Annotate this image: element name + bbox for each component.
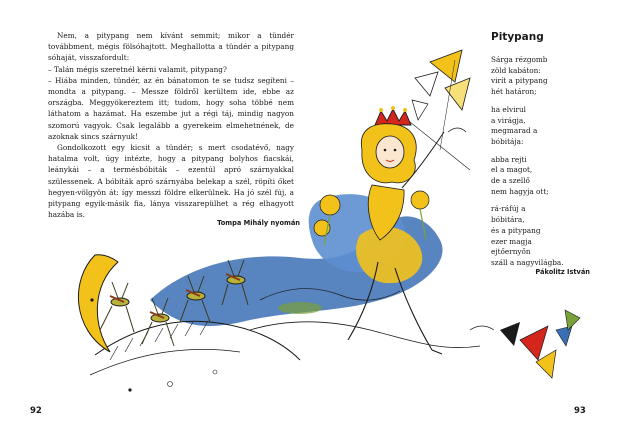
poem-line: száll a nagyvilágba. <box>491 257 564 267</box>
poem-line: bóbitája: <box>491 136 524 146</box>
ground-hatching-icon <box>90 321 300 392</box>
poem-line: virít a pitypang <box>491 76 548 86</box>
story-paragraph: Nem, a pitypang nem kívánt semmit; mikor a tündér továbbment, mégis fölsóhajtott. Meghallotta a tündér a pitypang sóhaját, visszafordult: <box>48 31 294 63</box>
page-number: 93 <box>574 406 586 416</box>
story-paragraph: Gondolkozott egy kicsit a tündér; s mert csodatévő, nagy hatalma volt, úgy intézte, hogy a pitypang bolyhos fiacskái, leánykái – a termésbóbiták – ezentúl apró szárnyakkal szülessenek. A bóbiták apró szárnyába belekap a szél, röpíti őket hegyen-völgyön át: így messzi földre elkerülnek. Ha jó szél fúj, a pitypang egyik-másik fia, lánya visszarepülhet a rég elhagyott hazába is. <box>48 143 294 220</box>
story-attribution: Tompa Mihály nyomán <box>217 219 300 227</box>
poem-title: Pitypang <box>491 31 544 43</box>
poem-attribution: Pákolitz István <box>535 268 590 276</box>
poem-line: hét határon; <box>491 87 537 97</box>
page-number: 92 <box>30 406 42 416</box>
story-paragraph: – Hiába minden, tündér, az én bánatomon te se tudsz segíteni – mondta a pitypang. – Messze földről kerültem ide, ebbe az országba. Meggyökereztem itt; tudom, hogy soha többé nem láthatom a hazámat. Ha eszembe jut a régi táj, mindig nagyon szomorú vagyok. Csak legalább a gyerekeim elmehetnének, de azoknak sincs szárnyuk! <box>48 75 294 141</box>
poem-line: ezer magja <box>491 236 532 246</box>
poem-line: de a szellő <box>491 176 530 186</box>
poem-line: zöld kabáton: <box>491 65 541 75</box>
blue-swirl-dress-icon <box>150 194 480 347</box>
poem-line: Sárga rézgomb <box>491 55 548 64</box>
poem-line: bóbitára, <box>491 215 525 225</box>
poem-line: megmarad a <box>491 126 538 136</box>
story-paragraph: – Talán mégis szeretnél kérni valamit, pitypang? <box>48 64 227 74</box>
poem-line: a virágja, <box>491 115 526 125</box>
poem-line: rá-ráfúj a <box>491 204 526 214</box>
poem-line: ha elvirul <box>491 104 526 114</box>
poem-line: el a magot, <box>491 165 533 175</box>
poem-line: ejtőernyőn <box>491 247 531 257</box>
poem-line: és a pitypang <box>491 225 541 235</box>
poem-line: nem hagyja ott; <box>491 186 549 196</box>
kite-shapes-icon <box>470 310 580 378</box>
poem-line: abba rejti <box>491 154 527 164</box>
